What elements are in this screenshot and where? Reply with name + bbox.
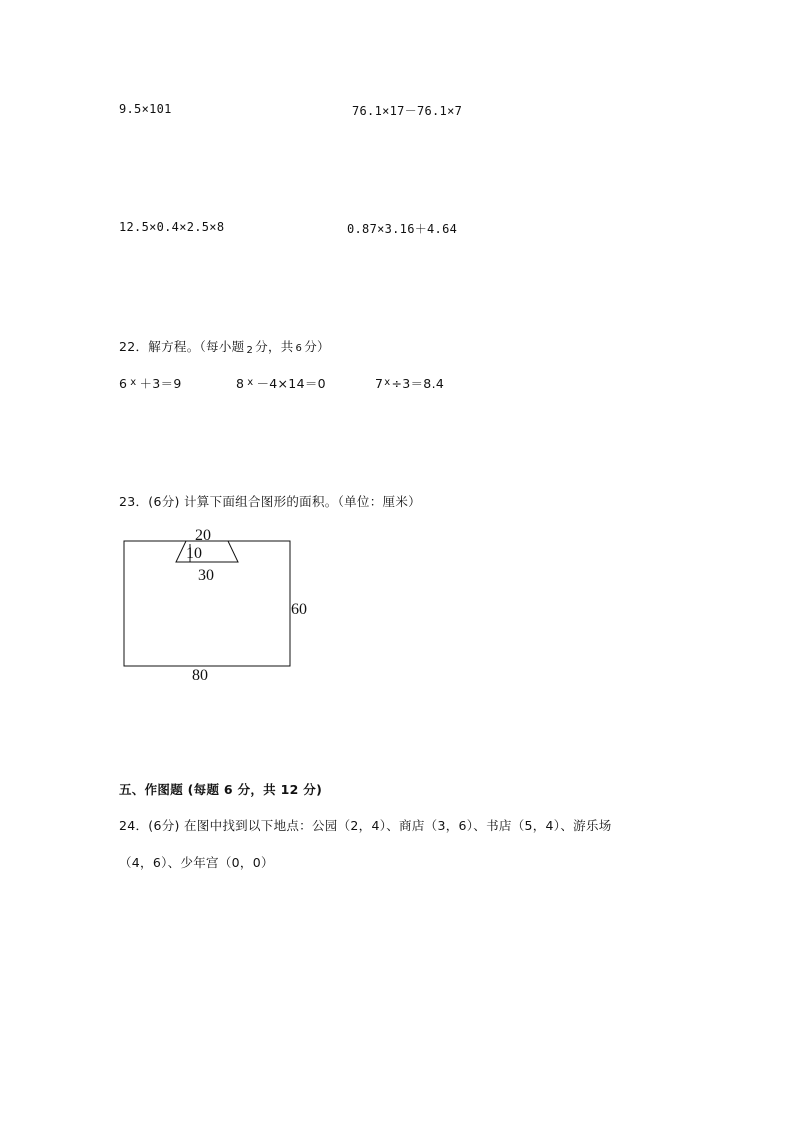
q22-mid: 分，共 (255, 339, 294, 354)
eq3-variable: x (384, 377, 391, 388)
equation-1 (119, 374, 182, 392)
question-24-line-1: 24．(6分) 在图中找到以下地点：公园（2，4）、商店（3，6）、书店（5，4）、游乐场 (119, 818, 612, 833)
eq3-rest: ÷3＝8.4 (391, 376, 445, 391)
calc-expression-4: 0.87×3.16＋4.64 (347, 222, 458, 236)
calc-expression-2: 76.1×17－76.1×7 (352, 104, 463, 118)
eq3-coefficient: 7 (375, 376, 384, 391)
label-trapezoid-bottom: 30 (198, 567, 214, 584)
eq2-coefficient: 8 (236, 376, 245, 391)
eq1-coefficient: 6 (119, 376, 128, 391)
question-24-line-2: （4，6）、少年宫（0，0） (119, 855, 274, 870)
label-rectangle-width: 80 (192, 667, 208, 684)
eq1-rest: ＋3＝9 (139, 376, 182, 391)
calc-expression-3: 12.5×0.4×2.5×8 (119, 220, 225, 234)
label-trapezoid-height: 10 (186, 545, 202, 562)
equation-3 (375, 374, 444, 392)
section-5-title: 五、作图题 (每题 6 分，共 12 分) (119, 782, 323, 797)
question-23-heading: 23．(6分) 计算下面组合图形的面积。（单位：厘米） (119, 494, 421, 509)
eq2-variable: x (247, 377, 254, 388)
equation-2 (236, 374, 326, 392)
eq1-variable: x (130, 377, 137, 388)
q22-prefix: 22．解方程。（每小题 (119, 339, 245, 354)
label-rectangle-height: 60 (291, 601, 307, 618)
composite-shape-figure (110, 520, 330, 690)
calc-expression-1: 9.5×101 (119, 102, 172, 116)
eq2-rest: －4×14＝0 (256, 376, 326, 391)
label-trapezoid-top: 20 (195, 527, 211, 544)
question-22-heading (119, 337, 330, 355)
q22-total-number: 6 (295, 343, 303, 354)
q22-score-number: 2 (246, 345, 254, 356)
q22-suffix: 分） (304, 339, 330, 354)
